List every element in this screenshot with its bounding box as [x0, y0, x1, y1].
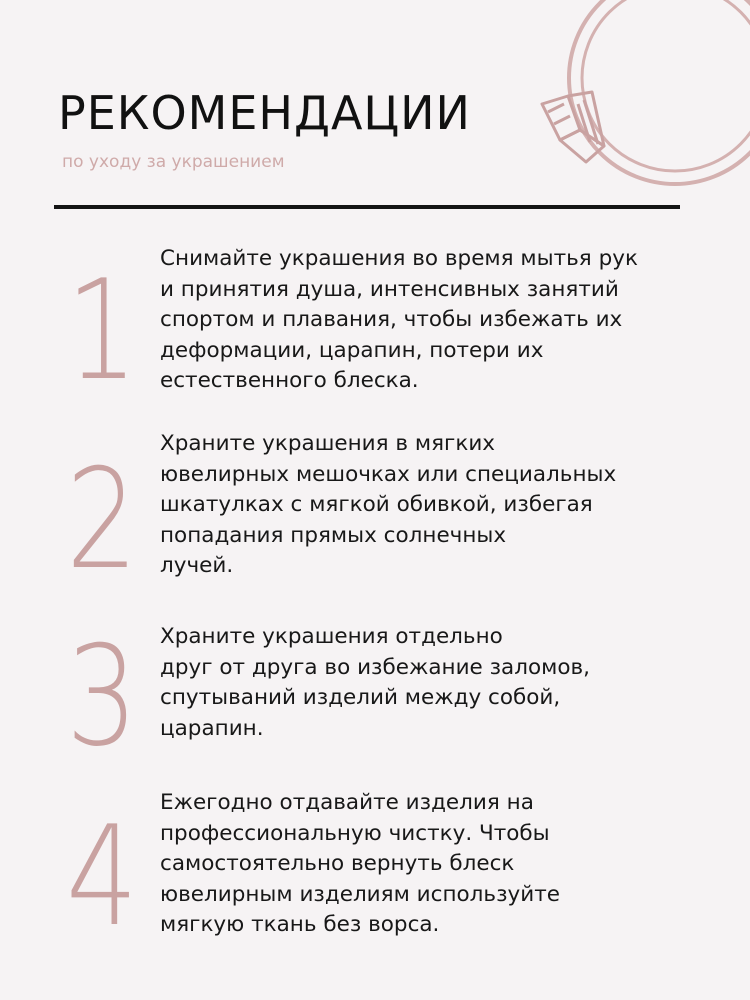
step-text: Храните украшения в мягких ювелирных мешочках или специальных шкатулках с мягкой обивкой, избегая попадания прямых солнечных лучей.: [160, 431, 617, 578]
ring-icon: [520, 0, 750, 210]
step-text: Храните украшения отдельно друг от друга во избежание заломов, спутываний изделий между собой, царапин.: [160, 624, 590, 741]
step-number: 3: [65, 616, 139, 777]
step-number: 1: [65, 250, 139, 411]
step-number: 4: [65, 796, 139, 957]
page-subtitle: по уходу за украшением: [62, 152, 285, 172]
step-number: 2: [65, 439, 139, 600]
page-title: РЕКОМЕНДАЦИИ: [58, 86, 471, 140]
title-divider: [54, 205, 680, 209]
step-text: Ежегодно отдавайте изделия на профессиональную чистку. Чтобы самостоятельно вернуть блеск ювелирным изделиям используйте мягкую ткань без ворса.: [160, 790, 560, 937]
step-text: Снимайте украшения во время мытья рук и принятия душа, интенсивных занятий спортом и плавания, чтобы избежать их деформации, царапин, потери их естественного блеска.: [160, 246, 638, 393]
